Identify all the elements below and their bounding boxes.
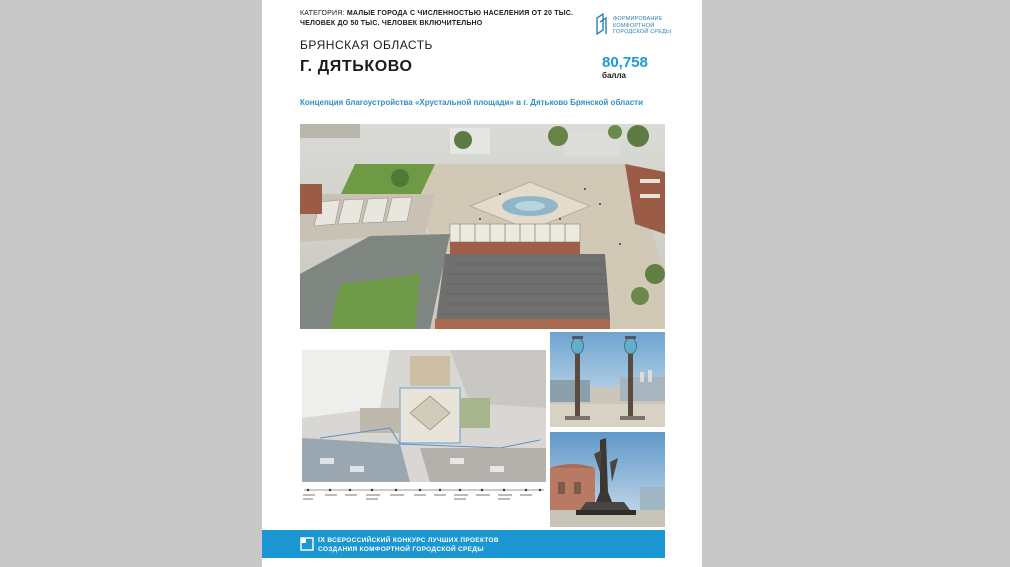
contest-logo-icon (300, 537, 314, 551)
region-name: БРЯНСКАЯ ОБЛАСТЬ (300, 38, 433, 52)
site-plan-image (300, 348, 548, 510)
category-text (300, 9, 590, 29)
logo-mark-icon (595, 12, 609, 36)
score-value: 80,758 (602, 54, 648, 71)
category-label: КАТЕГОРИЯ: (300, 10, 345, 17)
logo-text (613, 16, 671, 36)
footer-banner (262, 530, 665, 558)
footer-line-1: ВСЕРОССИЙСКИЙ КОНКУРС ЛУЧШИХ ПРОЕКТОВ (327, 537, 499, 544)
program-logo (595, 12, 685, 40)
footer-text (318, 536, 499, 554)
logo-line-2: КОМФОРТНОЙ (613, 22, 655, 29)
score-unit: балла (602, 71, 627, 80)
aerial-render-image (300, 124, 665, 329)
project-title: Концепция благоустройства «Хрустальной площади» в г. Дятьково Брянской области (300, 98, 643, 107)
document-page (262, 0, 702, 567)
logo-line-3: ГОРОДСКОЙ СРЕДЫ (613, 29, 672, 35)
monument-render-image (550, 432, 665, 527)
footer-line-2: СОЗДАНИЯ КОМФОРТНОЙ ГОРОДСКОЙ СРЕДЫ (318, 546, 484, 553)
city-name: Г. ДЯТЬКОВО (300, 58, 413, 75)
category-value: МАЛЫЕ ГОРОДА С ЧИСЛЕННОСТЬЮ НАСЕЛЕНИЯ ОТ 20 ТЫС. ЧЕЛОВЕК ДО 50 ТЫС. ЧЕЛОВЕК ВКЛЮЧИТЕЛЬНО (300, 10, 574, 27)
logo-line-1: ФОРМИРОВАНИЕ (613, 16, 663, 22)
lamp-posts-render-image (550, 332, 665, 427)
contest-number: IX (318, 537, 326, 544)
